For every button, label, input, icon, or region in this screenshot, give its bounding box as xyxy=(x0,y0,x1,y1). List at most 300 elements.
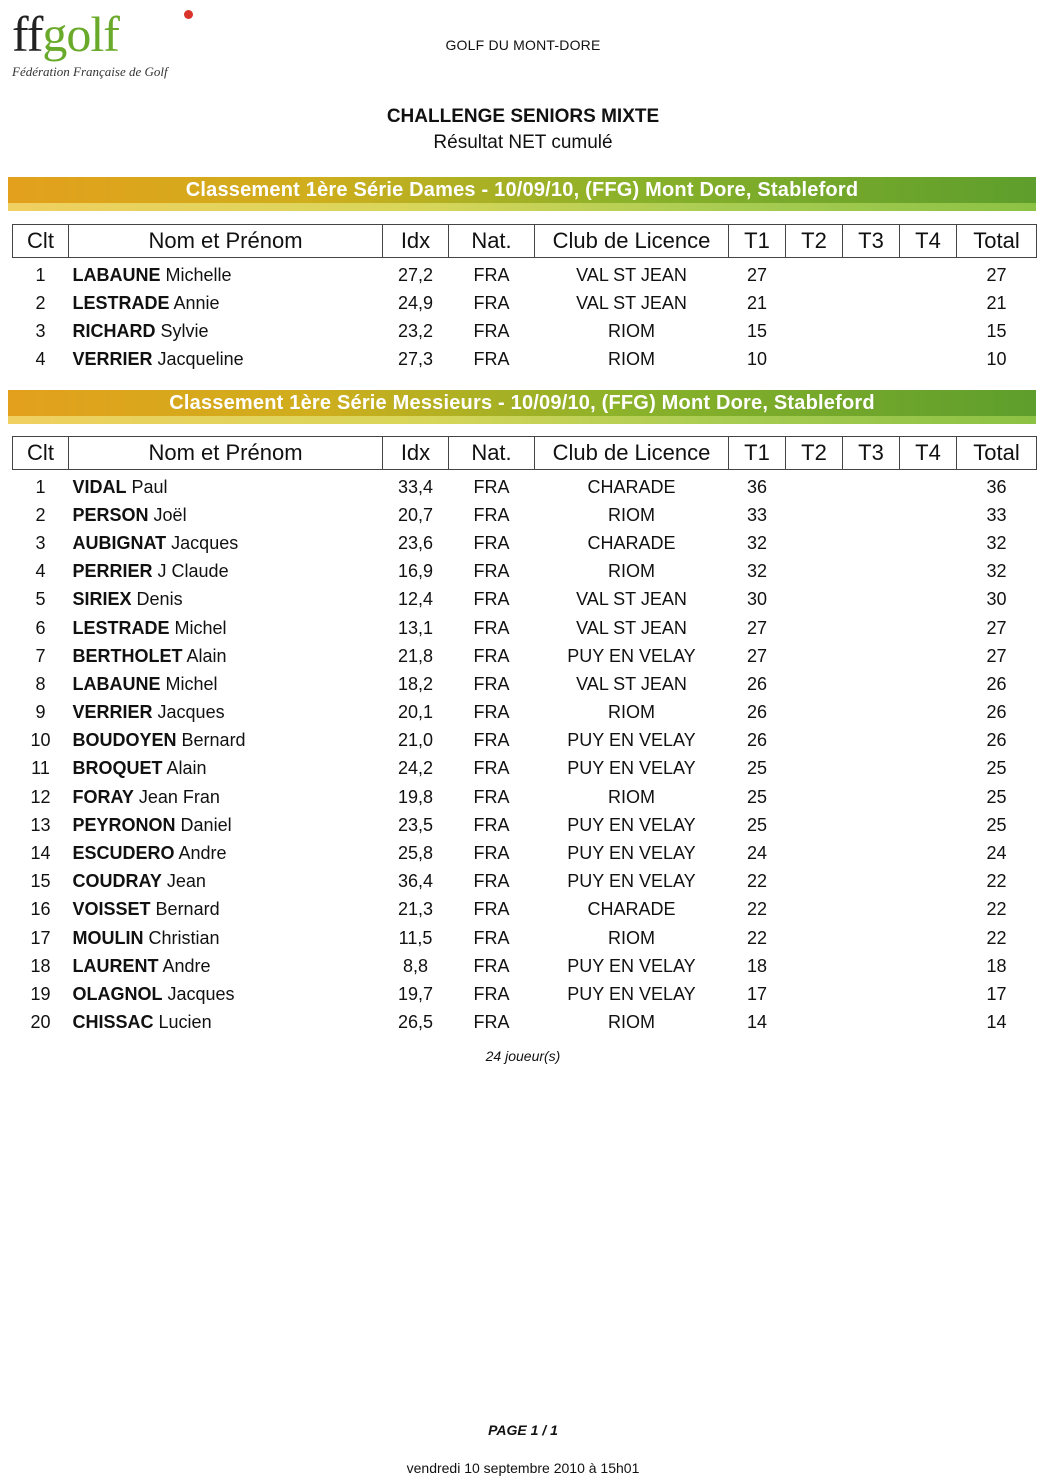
index-cell: 21,8 xyxy=(397,645,434,666)
table-row xyxy=(13,839,1037,867)
column-header: Idx xyxy=(383,437,449,470)
total-cell: 26 xyxy=(986,702,1007,723)
total-cell: 26 xyxy=(986,730,1007,751)
table-row xyxy=(13,558,1037,586)
player-last-name: BOUDOYEN xyxy=(72,730,177,751)
total-cell: 27 xyxy=(986,645,1007,666)
table-row xyxy=(13,980,1037,1008)
t1-cell: 22 xyxy=(746,871,768,892)
t3-cell xyxy=(843,614,900,642)
t3-cell xyxy=(843,783,900,811)
player-last-name: OLAGNOL xyxy=(72,983,163,1004)
t1-cell: 27 xyxy=(746,264,768,285)
total-cell: 32 xyxy=(986,532,1007,553)
player-last-name: RICHARD xyxy=(72,320,156,341)
t1-cell: 27 xyxy=(746,645,768,666)
t2-cell xyxy=(786,868,843,896)
club-cell: RIOM xyxy=(608,702,655,723)
index-cell: 21,0 xyxy=(397,730,434,751)
t3-cell xyxy=(843,811,900,839)
results-table-messieurs xyxy=(12,436,1037,1037)
t4-cell xyxy=(900,346,957,374)
t1-cell: 26 xyxy=(746,673,768,694)
player-name-cell xyxy=(69,501,383,529)
t4-cell xyxy=(900,980,957,1008)
total-cell: 25 xyxy=(986,814,1007,835)
total-cell: 26 xyxy=(986,673,1007,694)
t2-cell xyxy=(786,896,843,924)
page-subtitle: Résultat NET cumulé xyxy=(433,132,613,153)
club-cell: RIOM xyxy=(608,320,655,341)
page-title: CHALLENGE SENIORS MIXTE xyxy=(386,106,660,127)
index-cell: 21,3 xyxy=(397,899,434,920)
t1-cell: 26 xyxy=(746,702,768,723)
column-header: Total xyxy=(957,225,1037,258)
player-name-cell xyxy=(69,952,383,980)
rank-cell: 20 xyxy=(30,1012,51,1033)
t1-cell: 36 xyxy=(746,476,768,497)
column-header: Nat. xyxy=(449,437,535,470)
player-last-name: LESTRADE xyxy=(72,617,170,638)
rank-cell: 1 xyxy=(35,264,46,285)
table-row xyxy=(13,811,1037,839)
total-cell: 22 xyxy=(986,899,1007,920)
total-cell: 27 xyxy=(986,617,1007,638)
t2-cell xyxy=(786,980,843,1008)
player-last-name: VIDAL xyxy=(72,476,127,497)
table-row xyxy=(13,670,1037,698)
column-header: T3 xyxy=(843,225,900,258)
t4-cell xyxy=(900,783,957,811)
t4-cell xyxy=(900,839,957,867)
t4-cell xyxy=(900,586,957,614)
nationality-cell: FRA xyxy=(473,617,510,638)
column-header: Nat. xyxy=(449,225,535,258)
nationality-cell: FRA xyxy=(473,814,510,835)
rank-cell: 19 xyxy=(30,983,51,1004)
t4-cell xyxy=(900,614,957,642)
t3-cell xyxy=(843,258,900,290)
player-name-cell xyxy=(69,783,383,811)
player-first-name: Lucien xyxy=(158,1012,212,1033)
nationality-cell: FRA xyxy=(473,758,510,779)
player-last-name: ESCUDERO xyxy=(72,843,175,864)
t1-cell: 33 xyxy=(746,504,768,525)
rank-cell: 15 xyxy=(30,871,51,892)
club-cell: PUY EN VELAY xyxy=(567,730,696,751)
print-date: vendredi 10 septembre 2010 à 15h01 xyxy=(406,1460,640,1476)
nationality-cell: FRA xyxy=(473,264,510,285)
t2-cell xyxy=(786,501,843,529)
index-cell: 13,1 xyxy=(397,617,434,638)
t2-cell xyxy=(786,839,843,867)
player-last-name: LAURENT xyxy=(72,955,159,976)
total-cell: 22 xyxy=(986,871,1007,892)
t4-cell xyxy=(900,670,957,698)
table-row xyxy=(13,727,1037,755)
total-cell: 14 xyxy=(986,1012,1007,1033)
player-first-name: Jean Fran xyxy=(138,786,220,807)
table-row xyxy=(13,896,1037,924)
index-cell: 23,6 xyxy=(397,532,434,553)
table-row xyxy=(13,952,1037,980)
player-name-cell xyxy=(69,727,383,755)
t3-cell xyxy=(843,980,900,1008)
player-name-cell xyxy=(69,558,383,586)
player-last-name: COUDRAY xyxy=(72,871,162,892)
t2-cell xyxy=(786,614,843,642)
t3-cell xyxy=(843,1009,900,1037)
t3-cell xyxy=(843,558,900,586)
t1-cell: 14 xyxy=(746,1012,768,1033)
index-cell: 27,3 xyxy=(397,349,434,370)
rank-cell: 17 xyxy=(30,927,51,948)
t4-cell xyxy=(900,289,957,317)
t2-cell xyxy=(786,670,843,698)
club-cell: RIOM xyxy=(608,504,655,525)
t2-cell xyxy=(786,470,843,502)
player-name-cell xyxy=(69,811,383,839)
page-number: PAGE 1 / 1 xyxy=(488,1422,558,1438)
table-row xyxy=(13,755,1037,783)
t3-cell xyxy=(843,586,900,614)
rank-cell: 2 xyxy=(35,292,46,313)
nationality-cell: FRA xyxy=(473,292,510,313)
nationality-cell: FRA xyxy=(473,702,510,723)
t1-cell: 26 xyxy=(746,730,768,751)
table-body xyxy=(13,258,1037,374)
index-cell: 18,2 xyxy=(397,673,434,694)
table-row xyxy=(13,924,1037,952)
rank-cell: 10 xyxy=(30,730,51,751)
club-cell: PUY EN VELAY xyxy=(567,843,696,864)
rank-cell: 18 xyxy=(30,955,51,976)
total-cell: 33 xyxy=(986,504,1007,525)
club-cell: RIOM xyxy=(608,561,655,582)
t2-cell xyxy=(786,783,843,811)
table-row xyxy=(13,1009,1037,1037)
player-first-name: Bernard xyxy=(181,730,246,751)
player-last-name: VOISSET xyxy=(72,899,151,920)
column-header: Idx xyxy=(383,225,449,258)
table-row xyxy=(13,529,1037,557)
rank-cell: 5 xyxy=(35,589,46,610)
t1-cell: 22 xyxy=(746,899,768,920)
nationality-cell: FRA xyxy=(473,899,510,920)
t2-cell xyxy=(786,811,843,839)
player-last-name: CHISSAC xyxy=(72,1012,154,1033)
total-cell: 18 xyxy=(986,955,1007,976)
player-name-cell xyxy=(69,896,383,924)
player-count: 24 joueur(s) xyxy=(485,1048,561,1064)
logo-wordmark: ffgolf xyxy=(12,6,119,62)
rank-cell: 6 xyxy=(35,617,46,638)
index-cell: 24,9 xyxy=(397,292,434,313)
index-cell: 12,4 xyxy=(397,589,434,610)
player-first-name: Jacques xyxy=(171,532,239,553)
player-first-name: Michel xyxy=(165,673,218,694)
player-first-name: Jean xyxy=(166,871,206,892)
t4-cell xyxy=(900,529,957,557)
index-cell: 19,8 xyxy=(397,786,434,807)
t3-cell xyxy=(843,346,900,374)
t3-cell xyxy=(843,755,900,783)
nationality-cell: FRA xyxy=(473,786,510,807)
club-cell: PUY EN VELAY xyxy=(567,814,696,835)
total-cell: 21 xyxy=(986,292,1007,313)
t4-cell xyxy=(900,727,957,755)
t2-cell xyxy=(786,586,843,614)
t3-cell xyxy=(843,642,900,670)
t2-cell xyxy=(786,529,843,557)
club-cell: VAL ST JEAN xyxy=(576,673,687,694)
total-cell: 36 xyxy=(986,476,1007,497)
player-first-name: Jacques xyxy=(157,702,225,723)
t2-cell xyxy=(786,755,843,783)
t3-cell xyxy=(843,317,900,345)
total-cell: 30 xyxy=(986,589,1007,610)
player-name-cell xyxy=(69,699,383,727)
nationality-cell: FRA xyxy=(473,955,510,976)
t4-cell xyxy=(900,470,957,502)
t1-cell: 32 xyxy=(746,561,768,582)
index-cell: 16,9 xyxy=(397,561,434,582)
player-last-name: MOULIN xyxy=(72,927,144,948)
t3-cell xyxy=(843,896,900,924)
t4-cell xyxy=(900,699,957,727)
club-cell: CHARADE xyxy=(587,532,676,553)
player-first-name: Joël xyxy=(153,504,187,525)
t4-cell xyxy=(900,501,957,529)
t4-cell xyxy=(900,924,957,952)
t2-cell xyxy=(786,727,843,755)
nationality-cell: FRA xyxy=(473,871,510,892)
rank-cell: 13 xyxy=(30,814,51,835)
index-cell: 20,1 xyxy=(397,702,434,723)
player-first-name: Michel xyxy=(174,617,227,638)
t1-cell: 22 xyxy=(746,927,768,948)
player-last-name: AUBIGNAT xyxy=(72,532,167,553)
player-first-name: Andre xyxy=(162,955,211,976)
club-cell: PUY EN VELAY xyxy=(567,758,696,779)
nationality-cell: FRA xyxy=(473,927,510,948)
index-cell: 11,5 xyxy=(398,927,433,948)
t3-cell xyxy=(843,501,900,529)
t1-cell: 25 xyxy=(746,786,768,807)
player-first-name: Daniel xyxy=(180,814,232,835)
table-header-row xyxy=(13,225,1037,258)
player-first-name: Annie xyxy=(173,292,220,313)
column-header: Nom et Prénom xyxy=(69,225,383,258)
t2-cell xyxy=(786,346,843,374)
t1-cell: 30 xyxy=(746,589,768,610)
column-header: Club de Licence xyxy=(535,437,729,470)
club-cell: RIOM xyxy=(608,786,655,807)
column-header: T1 xyxy=(729,437,786,470)
table-row xyxy=(13,258,1037,290)
t1-cell: 15 xyxy=(746,320,768,341)
column-header: Clt xyxy=(13,225,69,258)
rank-cell: 7 xyxy=(35,645,46,666)
table-row xyxy=(13,699,1037,727)
club-cell: RIOM xyxy=(608,1012,655,1033)
t4-cell xyxy=(900,952,957,980)
t4-cell xyxy=(900,1009,957,1037)
total-cell: 25 xyxy=(986,786,1007,807)
table-row xyxy=(13,642,1037,670)
nationality-cell: FRA xyxy=(473,476,510,497)
t3-cell xyxy=(843,529,900,557)
table-header-row xyxy=(13,437,1037,470)
player-last-name: SIRIEX xyxy=(72,589,132,610)
player-name-cell xyxy=(69,924,383,952)
rank-cell: 12 xyxy=(30,786,51,807)
nationality-cell: FRA xyxy=(473,1012,510,1033)
column-header: T3 xyxy=(843,437,900,470)
t3-cell xyxy=(843,924,900,952)
rank-cell: 1 xyxy=(35,476,46,497)
total-cell: 15 xyxy=(986,320,1007,341)
club-cell: PUY EN VELAY xyxy=(567,645,696,666)
player-last-name: BERTHOLET xyxy=(72,645,183,666)
player-last-name: LESTRADE xyxy=(72,292,170,313)
t2-cell xyxy=(786,699,843,727)
t4-cell xyxy=(900,755,957,783)
table-body xyxy=(13,470,1037,1037)
t2-cell xyxy=(786,289,843,317)
player-last-name: BROQUET xyxy=(72,758,163,779)
t4-cell xyxy=(900,811,957,839)
column-header: T2 xyxy=(786,225,843,258)
rank-cell: 4 xyxy=(35,561,46,582)
t3-cell xyxy=(843,727,900,755)
total-cell: 22 xyxy=(986,927,1007,948)
player-first-name: Jacqueline xyxy=(157,349,244,370)
player-name-cell xyxy=(69,289,383,317)
column-header: Nom et Prénom xyxy=(69,437,383,470)
total-cell: 24 xyxy=(986,843,1007,864)
player-name-cell xyxy=(69,755,383,783)
table-row xyxy=(13,317,1037,345)
player-last-name: PERSON xyxy=(72,504,149,525)
player-last-name: PEYRONON xyxy=(72,814,176,835)
player-last-name: VERRIER xyxy=(72,349,153,370)
player-name-cell xyxy=(69,317,383,345)
index-cell: 23,2 xyxy=(397,320,434,341)
t1-cell: 27 xyxy=(746,617,768,638)
rank-cell: 2 xyxy=(35,504,46,525)
rank-cell: 8 xyxy=(35,673,46,694)
table-row xyxy=(13,289,1037,317)
t3-cell xyxy=(843,839,900,867)
t4-cell xyxy=(900,258,957,290)
t2-cell xyxy=(786,317,843,345)
nationality-cell: FRA xyxy=(473,843,510,864)
nationality-cell: FRA xyxy=(473,983,510,1004)
club-cell: VAL ST JEAN xyxy=(576,589,687,610)
rank-cell: 4 xyxy=(35,349,46,370)
section-banner-dames: Classement 1ère Série Dames - 10/09/10, (FFG) Mont Dore, Stableford xyxy=(8,177,1036,211)
table-row xyxy=(13,346,1037,374)
t1-cell: 32 xyxy=(746,532,768,553)
t4-cell xyxy=(900,317,957,345)
t3-cell xyxy=(843,699,900,727)
column-header: T2 xyxy=(786,437,843,470)
player-first-name: Sylvie xyxy=(160,320,209,341)
club-cell: CHARADE xyxy=(587,476,676,497)
player-first-name: Jacques xyxy=(167,983,235,1004)
player-name-cell xyxy=(69,614,383,642)
player-last-name: PERRIER xyxy=(72,561,153,582)
player-first-name: Alain xyxy=(186,645,227,666)
nationality-cell: FRA xyxy=(473,561,510,582)
player-name-cell xyxy=(69,670,383,698)
column-header: T1 xyxy=(729,225,786,258)
index-cell: 26,5 xyxy=(397,1012,434,1033)
table-row xyxy=(13,586,1037,614)
nationality-cell: FRA xyxy=(473,532,510,553)
player-first-name: Paul xyxy=(131,476,168,497)
player-first-name: Bernard xyxy=(155,899,220,920)
index-cell: 24,2 xyxy=(397,758,434,779)
player-last-name: LABAUNE xyxy=(72,264,161,285)
player-first-name: Alain xyxy=(166,758,207,779)
t2-cell xyxy=(786,258,843,290)
total-cell: 17 xyxy=(986,983,1007,1004)
index-cell: 8,8 xyxy=(402,955,429,976)
index-cell: 20,7 xyxy=(397,504,434,525)
total-cell: 25 xyxy=(986,758,1007,779)
table-row xyxy=(13,783,1037,811)
column-header: Club de Licence xyxy=(535,225,729,258)
player-name-cell xyxy=(69,868,383,896)
t4-cell xyxy=(900,868,957,896)
index-cell: 27,2 xyxy=(397,264,434,285)
club-cell: VAL ST JEAN xyxy=(576,617,687,638)
player-last-name: VERRIER xyxy=(72,702,153,723)
t3-cell xyxy=(843,868,900,896)
nationality-cell: FRA xyxy=(473,320,510,341)
total-cell: 32 xyxy=(986,561,1007,582)
index-cell: 25,8 xyxy=(397,843,434,864)
t4-cell xyxy=(900,896,957,924)
club-cell: VAL ST JEAN xyxy=(576,264,687,285)
t3-cell xyxy=(843,670,900,698)
t4-cell xyxy=(900,642,957,670)
player-first-name: Christian xyxy=(148,927,220,948)
club-cell: PUY EN VELAY xyxy=(567,983,696,1004)
nationality-cell: FRA xyxy=(473,349,510,370)
nationality-cell: FRA xyxy=(473,589,510,610)
rank-cell: 3 xyxy=(35,532,46,553)
player-name-cell xyxy=(69,346,383,374)
table-row xyxy=(13,501,1037,529)
column-header: T4 xyxy=(900,437,957,470)
club-name: GOLF DU MONT-DORE xyxy=(445,37,601,53)
nationality-cell: FRA xyxy=(473,730,510,751)
t2-cell xyxy=(786,924,843,952)
player-first-name: Andre xyxy=(178,843,227,864)
table-row xyxy=(13,868,1037,896)
player-name-cell xyxy=(69,839,383,867)
player-name-cell xyxy=(69,258,383,290)
t3-cell xyxy=(843,289,900,317)
player-first-name: J Claude xyxy=(157,561,229,582)
index-cell: 19,7 xyxy=(397,983,434,1004)
t1-cell: 10 xyxy=(746,349,768,370)
t1-cell: 25 xyxy=(746,758,768,779)
club-cell: PUY EN VELAY xyxy=(567,955,696,976)
